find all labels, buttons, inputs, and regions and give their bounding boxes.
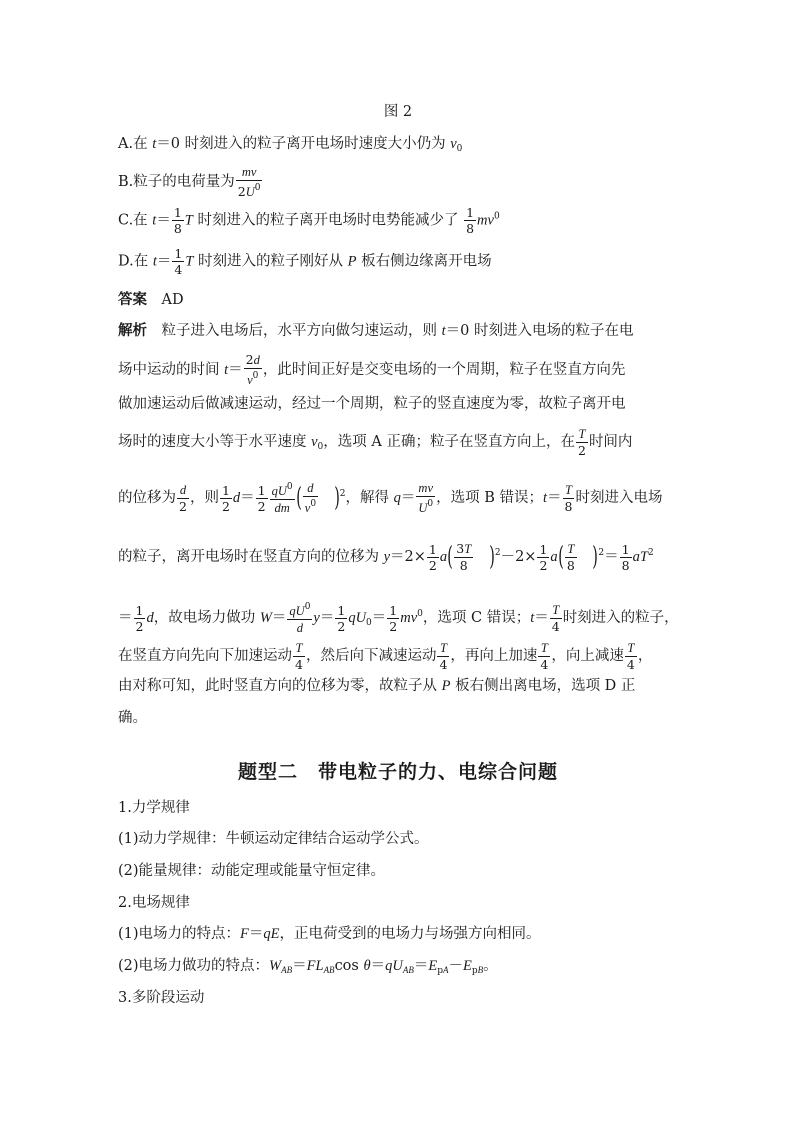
analysis-line-8: 在竖直方向先向下加速运动 $\frac{T}{4}$ ，然后向下减速运动 $\frac{T}{4}$ ，再向上加速 $\frac{T}{4}$ ，向上减速 $\frac{T}{4}$ ， [118,641,653,672]
rule-2: 2.电场规律 [118,895,190,911]
option-a: A.在 t＝0 时刻进入的粒子离开电场时速度大小仍为 $v_0$ [118,136,463,154]
option-c: C.在 t＝ $\frac{1}{8}$ T 时刻进入的粒子离开电场时电势能减少了 $\frac{1}{8}$ $mv^0$ [118,205,500,236]
rule-2b-prefix: (2)电场力做功的特点： [118,958,270,974]
analysis-line-4: 场时的速度大小等于水平速度 $v_0$，选项 A 正确；粒子在竖直方向上，在 $\frac{T}{2}$ 时间内 [118,427,633,458]
answer-line [118,290,184,310]
option-d: D.在 t＝ $\frac{1}{4}$ T 时刻进入的粒子刚好从 P 板右侧边缘离开电场 [118,246,492,277]
analysis-line-9: 由对称可知，此时竖直方向的位移为零，故粒子从 P 板右侧出离电场，选项 D 正 [118,678,636,694]
option-b: B.粒子的电荷量为 $\frac{mv}{2U^0}$ [118,165,261,199]
section-title: 题型二 带电粒子的力、电综合问题 [237,761,558,783]
figure-caption: 图 2 [383,104,413,120]
analysis-line-3: 做加速运动后做减速运动，经过一个周期，粒子的竖直速度为零，故粒子离开电 [118,396,626,412]
answer-label: 答案 [118,292,147,308]
analysis-line-1: 解析 粒子进入电场后，水平方向做匀速运动，则 t＝0 时刻进入电场的粒子在电 [118,323,634,339]
rule-1b: (2)能量规律：动能定理或能量守恒定律。 [118,863,386,879]
answer-value: AD [161,292,184,308]
rule-2a-prefix: (1)电场力的特点： [118,926,241,942]
analysis-label: 解析 [118,323,147,339]
analysis-line-10: 确。 [118,710,147,726]
rule-2b: (2)电场力做功的特点：$W_{AB}=FL_{AB}\cos$ $\theta=qU_{AB}=E_{pA}-E_{pB}$。 [118,958,498,976]
analysis-line-6: 的粒子，离开电场时在竖直方向的位移为 y＝2× $\frac{1}{2}$ a( $\frac{3T}{8}$ )$^2$－2× $\frac{1}{2}$ a( $\frac{T}{8}$ )$^2$＝ $\frac{1}{8}$ $aT^2$ [118,541,654,573]
analysis-line-5: 的位移为 $\frac{d}{2}$ ，则 $\frac{1}{2}$ d＝ $\frac{1}{2}$ $\frac{qU^0}{dm}$ ( $\frac{d}{v^0}$ )$^2$，解得 q＝ $\frac{mv}{U^0}$ ，选项 B 错误；t＝ $\frac{T}{8}$ 时刻进入电场 [118,481,663,515]
rule-3: 3.多阶段运动 [118,990,205,1006]
rule-2a-suffix: ，正电荷受到的电场力与场强方向相同。 [279,926,541,942]
rule-1a: (1)动力学规律：牛顿运动定律结合运动学公式。 [118,831,429,847]
analysis-line-2: 场中运动的时间 t＝ $\frac{2d}{v^0}$ ，此时间正好是交变电场的一个周期，粒子在竖直方向先 [118,352,626,387]
rule-2a: (1)电场力的特点：F＝qE，正电荷受到的电场力与场强方向相同。 [118,926,541,942]
rule-1: 1.力学规律 [118,800,190,816]
analysis-line-7: ＝ $\frac{1}{2}$ d，故电场力做功 W＝ $\frac{qU^0}{d}$ y＝ $\frac{1}{2}$ $qU_0=$ $\frac{1}{2}$ $mv^0$，选项 C 错误；t＝ $\frac{T}{4}$ 时刻进入的粒子， [118,602,679,635]
